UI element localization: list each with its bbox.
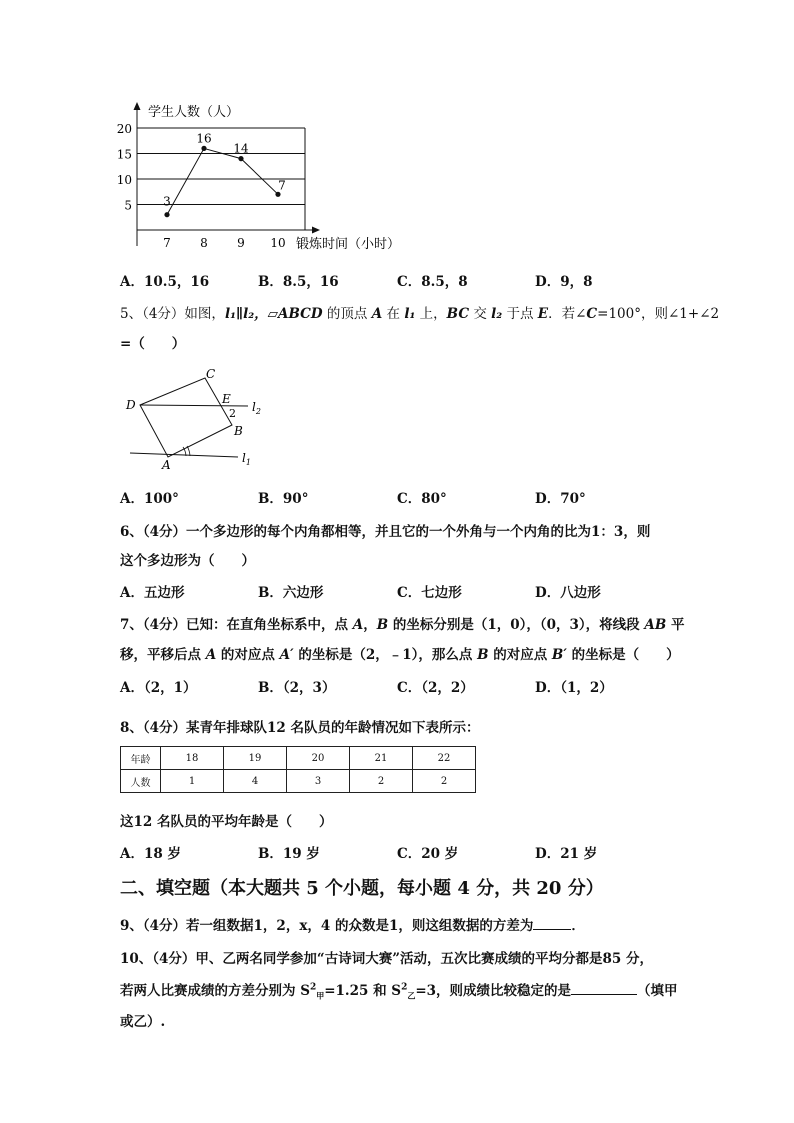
data-label: 14 [233, 141, 249, 156]
q7-option-d: D．（1，2） [535, 680, 613, 696]
table-cell: 20 [287, 747, 350, 770]
age-table [120, 746, 476, 793]
parallelogram-figure [120, 365, 280, 475]
q9-answer-blank [533, 917, 571, 930]
q7-option-b: B．（2，3） [258, 680, 336, 696]
x-axis-arrow [312, 227, 320, 234]
data-label: 3 [163, 194, 171, 209]
y-tick-labels [117, 122, 132, 213]
data-point [164, 212, 169, 217]
q6-option-c: C．七边形 [397, 585, 462, 601]
table-cell: 18 [161, 747, 224, 770]
table-cell: 2 [413, 770, 476, 793]
y-tick-label: 10 [116, 173, 132, 187]
q6-stem-line2: 这个多边形为（ ） [120, 553, 255, 569]
table-row [121, 770, 476, 793]
label-a: A [162, 458, 171, 472]
parallelogram-abcd [140, 378, 232, 457]
label-e: E [222, 392, 231, 406]
q6-stem-line1: 6、（4分）一个多边形的每个内角都相等，并且它的一个外角与一个内角的比为1：3，则 [120, 524, 651, 540]
table-cell: 2 [350, 770, 413, 793]
x-tick-labels [163, 236, 285, 250]
q5-option-b: B．90° [258, 491, 309, 507]
q5-option-c: C．80° [397, 491, 447, 507]
q6-option-b: B．六边形 [258, 585, 324, 601]
table-cell: 3 [287, 770, 350, 793]
data-point [201, 146, 206, 151]
q4-option-c: C．8.5，8 [397, 274, 468, 290]
label-l2: $l_2$ [252, 400, 261, 416]
q4-option-a: A．10.5，16 [120, 274, 210, 290]
y-axis-arrow [134, 102, 141, 110]
x-tick-label: 7 [163, 236, 171, 250]
data-label: 16 [196, 131, 212, 146]
y-tick-label: 5 [124, 198, 132, 213]
x-tick-label: 10 [270, 236, 286, 250]
q10-answer-blank [571, 982, 637, 995]
label-d: D [126, 398, 136, 412]
q5-stem-line2: =（ ） [120, 336, 186, 352]
table-row [121, 747, 476, 770]
table-cell: 年龄 [121, 747, 161, 770]
table-cell: 人数 [121, 770, 161, 793]
q4-option-d: D．9，8 [535, 274, 593, 290]
q8-option-a: A．18 岁 [120, 846, 181, 862]
y-axis-label: 学生人数（人） [148, 105, 240, 120]
q8-stem-line1: 8、（4分）某青年排球队12 名队员的年龄情况如下表所示： [120, 720, 480, 736]
q5-stem-line1: 5、（4分）如图，l₁∥l₂，▱ABCD 的顶点 A 在 l₁ 上，BC 交 l₂ 于点 E．若∠C=100°，则∠1+∠2 [120, 306, 720, 322]
q4-option-b: B．8.5，16 [258, 274, 339, 290]
table-cell: 22 [413, 747, 476, 770]
table-cell: 19 [224, 747, 287, 770]
data-label: 7 [278, 178, 286, 193]
q7-option-a: A．（2，1） [120, 680, 197, 696]
table-cell: 21 [350, 747, 413, 770]
q5-option-d: D．70° [535, 491, 586, 507]
q8-option-d: D．21 岁 [535, 846, 598, 862]
table-cell: 1 [161, 770, 224, 793]
label-2: 2 [229, 407, 236, 420]
q8-option-b: B．19 岁 [258, 846, 320, 862]
data-labels [163, 131, 286, 208]
label-b: B [234, 424, 243, 438]
q10-stem-line1: 10、（4分）甲、乙两名同学参加“古诗词大赛”活动，五次比赛成绩的平均分都是85 分， [120, 951, 653, 967]
q5-option-a: A．100° [120, 491, 179, 507]
q6-option-a: A．五边形 [120, 585, 185, 601]
line-l2 [140, 405, 248, 406]
data-point [238, 156, 243, 161]
y-tick-label: 20 [116, 122, 132, 136]
table-cell: 4 [224, 770, 287, 793]
series-points [164, 146, 280, 217]
q9-stem: 9、（4分）若一组数据1，2，x，4 的众数是1，则这组数据的方差为 ． [120, 918, 585, 934]
q6-option-d: D．八边形 [535, 585, 601, 601]
x-tick-label: 8 [200, 236, 208, 250]
student-exercise-line-chart [100, 98, 420, 258]
q7-option-c: C．（2，2） [397, 680, 474, 696]
q10-stem-line3: 或乙）. [120, 1014, 166, 1030]
q7-stem-line1: 7、（4分）已知：在直角坐标系中，点 A，B 的坐标分别是（1，0），（0，3），将线段 AB 平 [120, 617, 685, 633]
q8-stem-line2: 这12 名队员的平均年龄是（ ） [120, 814, 333, 830]
section-2-heading: 二、填空题（本大题共 5 个小题，每小题 4 分，共 20 分） [120, 878, 604, 899]
x-tick-label: 9 [237, 236, 245, 250]
label-l1: $l_1$ [242, 451, 251, 467]
label-c: C [206, 367, 216, 381]
q7-stem-line2: 移，平移后点 A 的对应点 A′ 的坐标是（2，﹣1），那么点 B 的对应点 B′ 的坐标是（ ） [120, 647, 680, 663]
data-point [275, 192, 280, 197]
angle-1-mark-2 [187, 446, 190, 456]
x-axis-label: 锻炼时间（小时） [296, 237, 401, 252]
q10-stem-line2: 若两人比赛成绩的方差分别为 $S^2_甲=1.25$ 和 $S^2_乙=3$，则成绩比较稳定的是 （填甲 [120, 982, 678, 1001]
y-tick-label: 15 [116, 147, 132, 162]
line-l1 [130, 453, 238, 457]
q8-option-c: C．20 岁 [397, 846, 459, 862]
